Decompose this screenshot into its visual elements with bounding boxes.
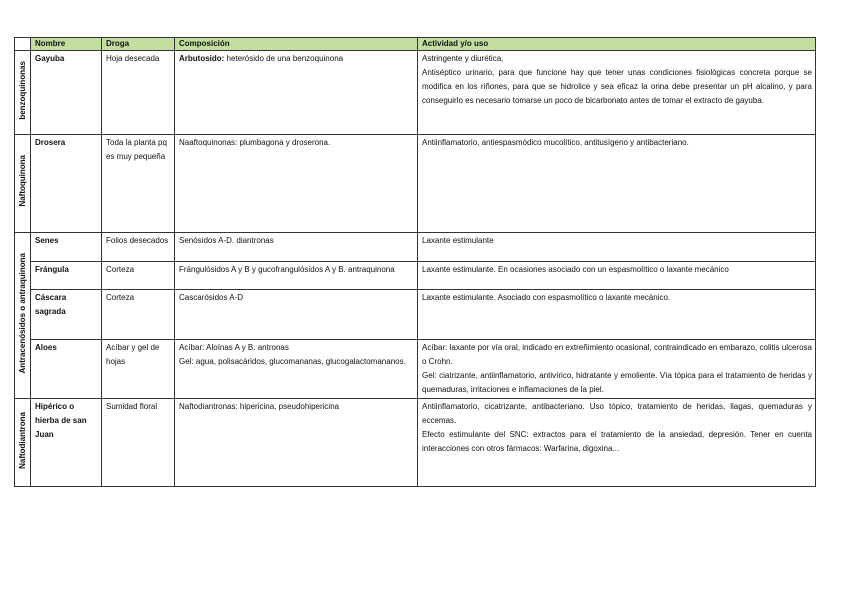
group-benzoquinonas <box>15 51 31 135</box>
cell-droga: Corteza <box>102 262 175 290</box>
comp-bold: Arbutosido: <box>179 54 225 63</box>
group-naftodiantrona <box>15 399 31 487</box>
cell-actividad <box>418 399 816 487</box>
cell-composicion <box>175 340 418 399</box>
table-row-cascara <box>15 290 816 340</box>
header-droga: Droga <box>102 38 175 51</box>
cell-droga: Folios desecados <box>102 233 175 262</box>
group-label: Naftodiantrona <box>17 411 27 469</box>
table-row-hiperico <box>15 399 816 487</box>
group-naftoquinona <box>15 135 31 233</box>
act-line: Gel: ciatrizante, antiinflamatorio, antivírico, hidratante y emoliente. Vía tópica para el tratamiento de heridas y quemaduras, irritaciones e inflamaciones de la piel. <box>422 371 812 394</box>
act-line: Efecto estimulante del SNC: extractos para el tratamiento de la ansiedad, depresión. Tener en cuenta interacciones con otros fármacos: Warfarina, digoxina... <box>422 430 812 453</box>
group-label: Antracenósidos o antraquinona <box>17 252 27 374</box>
cell-droga: Sumidad floral <box>102 399 175 487</box>
header-nombre: Nombre <box>31 38 102 51</box>
cell-composicion <box>175 51 418 135</box>
cell-actividad: Laxante estimulante. En ocasiones asociado con un espasmolítico o laxante mecánico <box>418 262 816 290</box>
cell-droga: Corteza <box>102 290 175 340</box>
table-row-senes <box>15 233 816 262</box>
cell-actividad: Antiinflamatorio, antiespasmódico mucolítico, antitusígeno y antibacteriano. <box>418 135 816 233</box>
cell-nombre: Hipérico o hierba de san Juan <box>31 399 102 487</box>
cell-nombre: Gayuba <box>31 51 102 135</box>
group-label: Naftoquinona <box>17 155 27 207</box>
header-corner <box>15 38 31 51</box>
group-antracenosidos <box>15 233 31 399</box>
plants-table <box>14 37 816 487</box>
table-row-gayuba <box>15 51 816 135</box>
header-composicion: Composición <box>175 38 418 51</box>
cell-composicion: Cascarósidos A-D <box>175 290 418 340</box>
cell-actividad: Laxante estimulante. Asociado con espasmolítico o laxante mecánico. <box>418 290 816 340</box>
act-line: Acíbar: laxante por vía oral, indicado en extreñimiento ocasional, contraindicado en embarazo, colitis ulcerosa o Crohn. <box>422 343 812 366</box>
header-row <box>15 38 816 51</box>
cell-nombre: Frángula <box>31 262 102 290</box>
cell-nombre: Drosera <box>31 135 102 233</box>
comp-rest: heterósido de una benzoquinona <box>224 54 344 63</box>
table-row-frangula <box>15 262 816 290</box>
cell-actividad <box>418 340 816 399</box>
cell-composicion: Frángulósidos A y B y gucofrangulósidos A y B. antraquinona <box>175 262 418 290</box>
cell-droga: Acíbar y gel de hojas <box>102 340 175 399</box>
header-actividad: Actividad y/o uso <box>418 38 816 51</box>
cell-nombre: Cáscara sagrada <box>31 290 102 340</box>
group-label: benzoquinonas <box>17 60 27 120</box>
cell-actividad: Laxante estimulante <box>418 233 816 262</box>
comp-line: Gel: agua, polisacáridos, glucomananas, glucogalactomananos. <box>179 357 406 366</box>
cell-droga: Hoja desecada <box>102 51 175 135</box>
table-row-aloes <box>15 340 816 399</box>
cell-droga: Toda la planta pq es muy pequeña <box>102 135 175 233</box>
comp-line: Acíbar: Aloínas A y B. antronas <box>179 343 289 352</box>
table-row-drosera <box>15 135 816 233</box>
act-line: Astringente y diurética. <box>422 54 504 63</box>
cell-composicion: Senósidos A-D. diantronas <box>175 233 418 262</box>
act-line: Antiinflamatorio, cicatrizante, antibacteriano. Uso tópico, tratamiento de heridas, llagas, quemaduras y eccemas. <box>422 402 812 425</box>
cell-composicion: Naaftoquinonas: plumbagona y droserona. <box>175 135 418 233</box>
cell-nombre: Senes <box>31 233 102 262</box>
cell-actividad <box>418 51 816 135</box>
cell-nombre: Aloes <box>31 340 102 399</box>
cell-composicion: Naftodiantronas: hipericina, pseudohipericina <box>175 399 418 487</box>
act-line: Antiséptico urinario, para que funcione hay que tener unas condiciones fisiológicas concreta porque se modifica en los riñones, para que se hidrolice y sea eficaz la orina debe presentar un pH alcalino, y para conseguirlo es necesario tomarse un poco de bicarbonato antes de tomar el extracto de gayuba. <box>422 68 812 105</box>
